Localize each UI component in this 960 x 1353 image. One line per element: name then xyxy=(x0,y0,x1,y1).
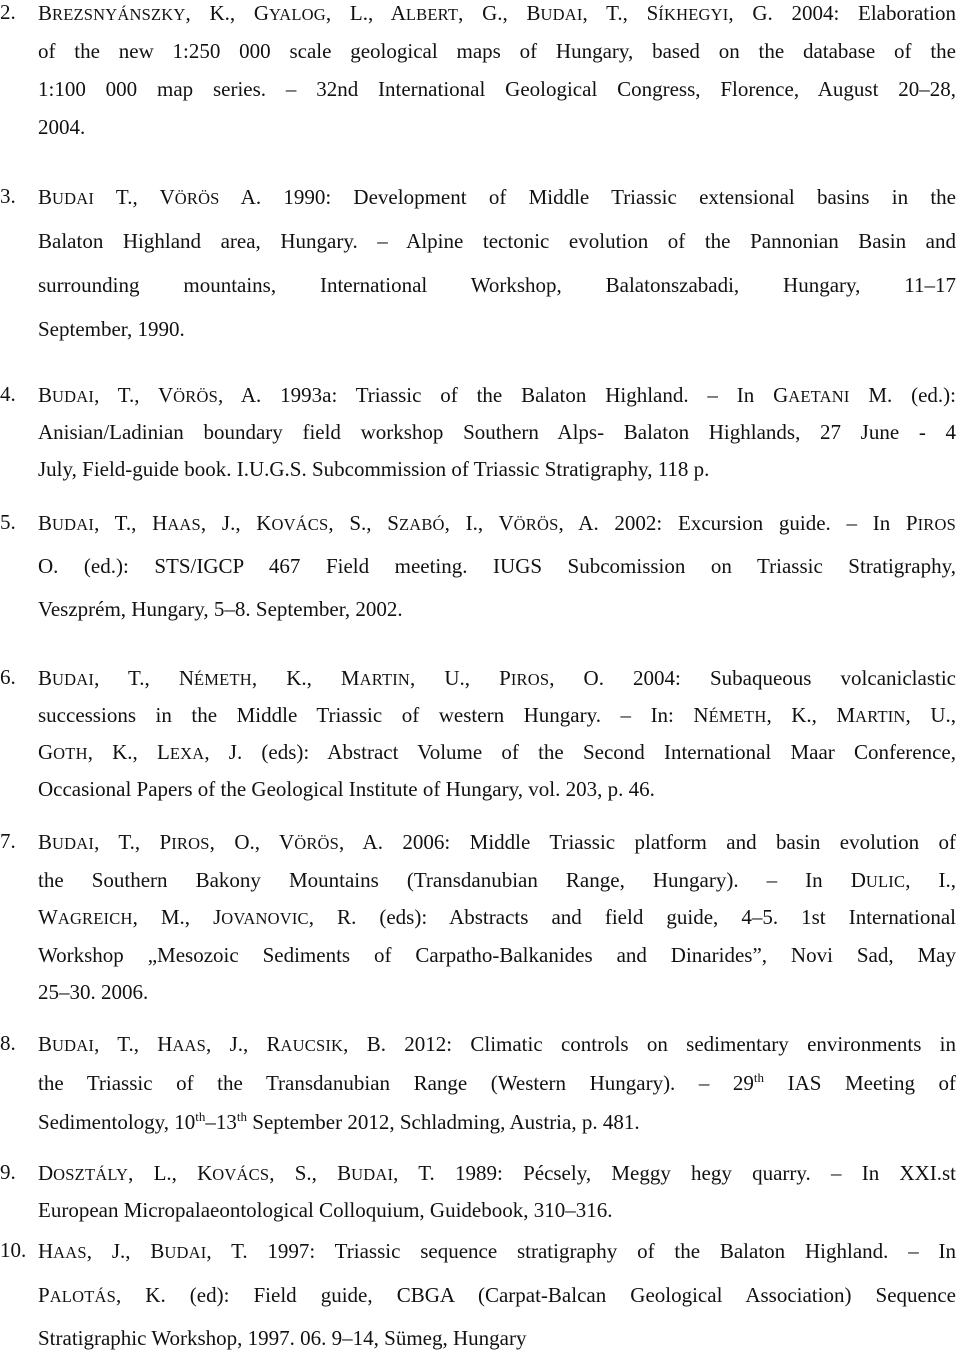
text-run: D xyxy=(38,1161,54,1185)
author-small-caps: UDAI xyxy=(52,387,95,406)
text-run: , O. 2004: Subaqueous volcaniclastic xyxy=(549,666,956,690)
reference-number: 5. xyxy=(0,510,16,534)
author-small-caps: OTH xyxy=(53,744,88,763)
reference-number: 2. xyxy=(0,0,16,24)
text-run: Anisian/Ladinian boundary field workshop Southern Alps- Balaton Highlands, 27 June - 4 xyxy=(38,420,956,444)
text-run: September, 1990. xyxy=(38,317,185,341)
reference-line xyxy=(38,1160,956,1188)
text-run: Stratigraphic Workshop, 1997. 06. 9–14, Sümeg, Hungary xyxy=(38,1326,527,1350)
text-run: 25–30. 2006. xyxy=(38,980,149,1004)
text-run: , B. 2012: Climatic controls on sedimentary environments in xyxy=(343,1032,957,1056)
text-run: of the new 1:250 000 scale geological maps of Hungary, based on the database of the xyxy=(38,39,956,63)
author-small-caps: ÖRÖS xyxy=(513,515,559,534)
text-run: the Southern Bakony Mountains (Transdanubian Range, Hungary). – In D xyxy=(38,867,866,892)
author-small-caps: AETANI xyxy=(788,387,850,406)
text-run: September 2012, Schladming, Austria, p. 481. xyxy=(247,1110,640,1134)
reference-line xyxy=(38,942,956,968)
text-run: , G. 2004: Elaboration xyxy=(728,1,956,25)
text-run: Balaton Highland area, Hungary. – Alpine tectonic evolution of the Pannonian Basin and xyxy=(38,229,956,253)
text-run: , A. 2006: Middle Triassic platform and basin evolution of xyxy=(339,830,956,854)
author-small-caps: AAS xyxy=(53,1243,87,1262)
reference-line xyxy=(38,1070,956,1096)
author-small-caps: ÉMETH xyxy=(708,707,767,726)
author-small-caps: AUCSIK xyxy=(280,1036,344,1055)
author-small-caps: YALOG xyxy=(269,5,326,24)
text-run: surrounding mountains, International Workshop, Balatonszabadi, Hungary, 11–17 xyxy=(38,273,956,297)
text-run: , T., H xyxy=(94,511,168,535)
reference-number: 4. xyxy=(0,382,16,406)
reference-line xyxy=(38,596,956,622)
text-run: , K., G xyxy=(185,1,269,25)
text-run: T., V xyxy=(94,185,175,209)
text-run: , J., K xyxy=(200,511,272,535)
reference-line xyxy=(38,1282,956,1310)
author-small-caps: EXA xyxy=(169,744,205,763)
superscript: th xyxy=(753,1070,765,1085)
text-run: , G., B xyxy=(458,1,541,25)
reference-line xyxy=(38,553,956,579)
reference-line xyxy=(38,829,956,857)
author-small-caps: UDAI xyxy=(52,1036,95,1055)
text-run: , U., P xyxy=(410,666,511,690)
text-run: G xyxy=(38,740,54,764)
reference-number: 6. xyxy=(0,665,16,689)
reference-line xyxy=(38,0,956,28)
reference-number: 9. xyxy=(0,1160,16,1184)
text-run: , K. (ed): Field guide, CBGA (Carpat-Balcan Geological Association) Sequence xyxy=(115,1282,956,1307)
reference-number: 8. xyxy=(0,1031,16,1055)
text-run: the Triassic of the Transdanubian Range (Western Hungary). – 29 xyxy=(38,1071,754,1095)
text-run: B xyxy=(38,511,53,535)
text-run: , R. (eds): Abstracts and field guide, 4–5. 1st International xyxy=(308,905,956,929)
reference-line xyxy=(38,184,956,212)
author-small-caps: OVÁCS xyxy=(212,1165,270,1184)
reference-number: 7. xyxy=(0,829,16,853)
reference-number: 3. xyxy=(0,184,16,208)
text-run: B xyxy=(38,830,53,854)
text-run: , A. 1993a: Triassic of the Balaton Highland. – In G xyxy=(217,383,789,407)
text-run: , S., S xyxy=(328,511,399,535)
text-run: , U., xyxy=(905,703,957,727)
reference-line xyxy=(38,979,956,1005)
text-run: , T., S xyxy=(582,1,659,25)
author-small-caps: UDAI xyxy=(540,5,583,24)
author-small-caps: ALOTÁS xyxy=(49,1286,116,1306)
text-run: , I., V xyxy=(444,511,514,535)
reference-line xyxy=(38,76,956,102)
text-run: Sedimentology, 10 xyxy=(38,1110,196,1134)
author-small-caps: REZSNYÁNSZKY xyxy=(52,5,186,24)
reference-line xyxy=(38,904,956,932)
reference-line xyxy=(38,739,956,767)
author-small-caps: UDAI xyxy=(52,189,95,208)
text-run: M. (ed.): xyxy=(849,383,956,407)
text-run: Veszprém, Hungary, 5–8. September, 2002. xyxy=(38,597,403,621)
text-run: Occasional Papers of the Geological Institute of Hungary, vol. 203, p. 46. xyxy=(38,777,655,801)
text-run: , J., B xyxy=(86,1239,165,1263)
text-run: O. (ed.): STS/IGCP 467 Field meeting. IUGS Subcomission on Triassic Stratigraphy, xyxy=(38,554,956,578)
reference-line xyxy=(38,316,956,342)
reference-line xyxy=(38,456,956,482)
author-small-caps: UDAI xyxy=(52,834,95,853)
author-small-caps: IROS xyxy=(510,670,550,689)
superscript: th xyxy=(236,1109,248,1124)
reference-line xyxy=(38,1325,956,1351)
author-small-caps: OVÁCS xyxy=(271,515,329,534)
author-small-caps: IROS xyxy=(171,834,210,853)
reference-line xyxy=(38,1197,956,1223)
author-small-caps: OSZTÁLY xyxy=(53,1165,129,1184)
text-run: , M., J xyxy=(132,905,222,929)
superscript: th xyxy=(195,1109,206,1124)
text-run: July, Field-guide book. I.U.G.S. Subcommission of Triassic Stratigraphy, 118 p. xyxy=(38,457,710,481)
text-run: , S., B xyxy=(269,1161,352,1185)
text-run: , K., M xyxy=(766,703,856,727)
author-small-caps: ÉMETH xyxy=(194,670,252,689)
reference-line xyxy=(38,1238,956,1266)
text-run: , J. (eds): Abstract Volume of the Second International Maar Conference, xyxy=(204,740,956,764)
text-run: 1:100 000 map series. – 32nd International Geological Congress, Florence, August 20–28, xyxy=(38,77,956,101)
author-small-caps: IROS xyxy=(917,515,957,534)
text-run: , T. 1989: Pécsely, Meggy hegy quarry. – In XXI.st xyxy=(393,1161,957,1185)
text-run: , T. 1997: Triassic sequence stratigraphy of the Balaton Highland. – In xyxy=(206,1239,956,1263)
text-run: , A. 2002: Excursion guide. – In P xyxy=(558,511,918,535)
reference-line xyxy=(38,1109,956,1135)
text-run: , I., xyxy=(905,867,956,892)
text-run: –13 xyxy=(205,1110,237,1134)
text-run: , T., N xyxy=(94,666,195,690)
author-small-caps: ULIC xyxy=(865,871,906,891)
reference-line xyxy=(38,665,956,693)
author-small-caps: OVANOVIC xyxy=(221,909,309,928)
text-run: , T., H xyxy=(94,1032,173,1056)
author-small-caps: UDAI xyxy=(351,1165,394,1184)
author-small-caps: AAS xyxy=(172,1036,207,1055)
text-run: , O., V xyxy=(209,830,295,854)
text-run: , J., R xyxy=(206,1032,281,1056)
text-run: B xyxy=(38,383,53,407)
reference-line xyxy=(38,38,956,64)
text-run: , L., A xyxy=(325,1,406,25)
text-run: B xyxy=(38,666,53,690)
text-run: A. 1990: Development of Middle Triassic extensional basins in the xyxy=(219,185,956,209)
text-run: , K., L xyxy=(87,740,170,764)
text-run: B xyxy=(38,1,53,25)
text-run: successions in the Middle Triassic of western Hungary. – In: N xyxy=(38,703,709,727)
author-small-caps: ÖRÖS xyxy=(294,834,340,853)
text-run: , K., M xyxy=(251,666,360,690)
author-small-caps: ÍKHEGYI xyxy=(658,5,729,24)
reference-line xyxy=(38,510,956,538)
text-run: European Micropalaeontological Colloquium, Guidebook, 310–316. xyxy=(38,1198,613,1222)
text-run: , T., V xyxy=(94,383,174,407)
author-small-caps: AAS xyxy=(167,515,201,534)
text-run: B xyxy=(38,1032,53,1056)
author-small-caps: ARTIN xyxy=(855,707,906,726)
author-small-caps: UDAI xyxy=(52,515,95,534)
author-small-caps: AGREICH xyxy=(57,909,133,928)
reference-line xyxy=(38,776,956,802)
author-small-caps: ÖRÖS xyxy=(173,387,218,406)
text-run: P xyxy=(38,1282,50,1307)
reference-line xyxy=(38,228,956,254)
author-small-caps: LBERT xyxy=(405,5,459,24)
text-run: , T., P xyxy=(94,830,172,854)
reference-line xyxy=(38,867,956,895)
text-run: , L., K xyxy=(128,1161,213,1185)
reference-line xyxy=(38,382,956,410)
reference-line xyxy=(38,272,956,298)
author-small-caps: ARTIN xyxy=(359,670,411,689)
text-run: IAS Meeting of xyxy=(764,1071,956,1095)
text-run: 2004. xyxy=(38,115,86,139)
reference-line xyxy=(38,702,956,730)
author-small-caps: ÖRÖS xyxy=(174,189,220,208)
reference-line xyxy=(38,1031,956,1059)
reference-line xyxy=(38,419,956,445)
text-run: H xyxy=(38,1239,54,1263)
text-run: W xyxy=(38,905,58,929)
reference-number: 10. xyxy=(0,1238,27,1262)
reference-line xyxy=(38,114,956,140)
author-small-caps: UDAI xyxy=(52,670,95,689)
author-small-caps: ZABÓ xyxy=(398,515,445,534)
text-run: Workshop „Mesozoic Sediments of Carpatho-Balkanides and Dinarides”, Novi Sad, May xyxy=(38,942,956,967)
text-run: B xyxy=(38,185,53,209)
author-small-caps: UDAI xyxy=(164,1243,207,1262)
